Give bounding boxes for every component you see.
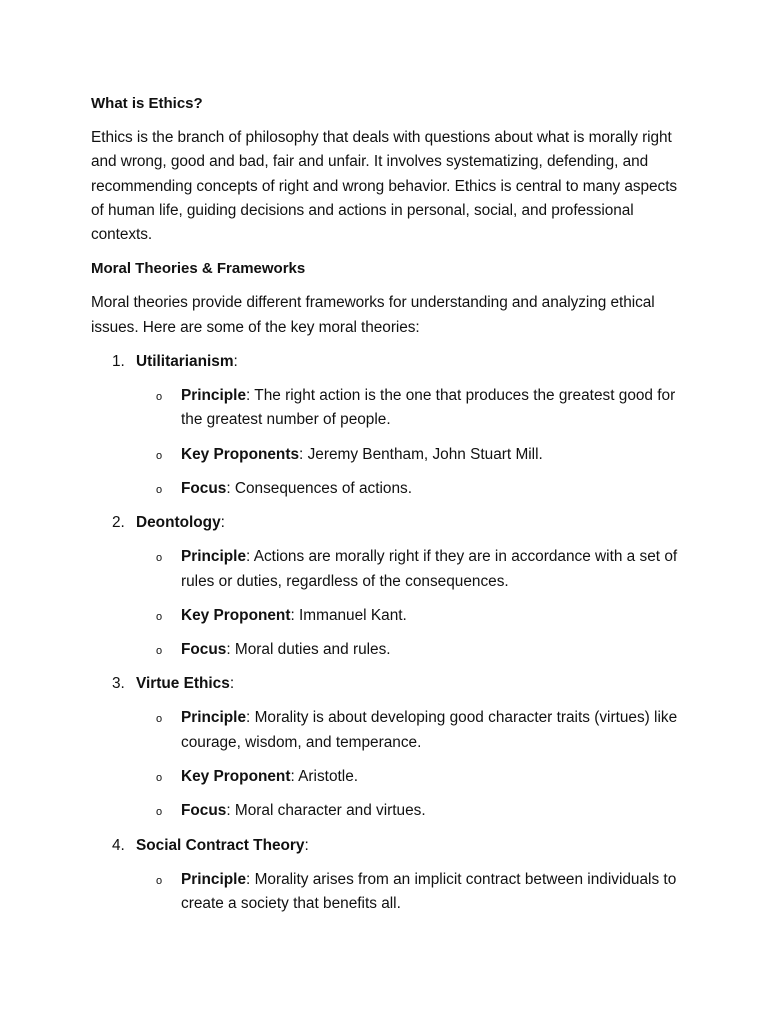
sub-item [91, 604, 678, 628]
sub-item [91, 706, 678, 755]
sub-text: : Morality is about developing good character traits (virtues) like courage, wisdom, and temperance. [181, 709, 678, 751]
theory-colon: : [229, 675, 235, 693]
sub-text: : The right action is the one that produces the greatest good for the greatest number of people. [181, 387, 676, 429]
theory-title: Social Contract Theory [136, 836, 305, 854]
theory-heading [91, 511, 678, 535]
paragraph-moral-theories-intro: Moral theories provide different frameworks for understanding and analyzing ethical issues. Here are some of the key moral theories: [91, 294, 655, 336]
theory-heading [91, 350, 678, 374]
circle-bullet-icon: o [156, 449, 163, 462]
sub-list [91, 868, 678, 917]
list-number: 1. [112, 353, 125, 371]
sub-text: : Immanuel Kant. [290, 606, 407, 624]
sub-item [91, 638, 678, 662]
circle-bullet-icon: o [156, 645, 163, 658]
sub-item [91, 765, 678, 789]
sub-label: Principle [181, 870, 247, 888]
theory-colon: : [304, 836, 309, 854]
sub-label: Focus [181, 802, 227, 820]
theory-title: Deontology [136, 514, 221, 532]
circle-bullet-icon: o [156, 483, 163, 496]
list-number: 2. [112, 514, 125, 532]
sub-label: Focus [181, 641, 227, 659]
sub-label: Principle [181, 548, 247, 566]
list-number: 3. [112, 675, 125, 693]
sub-item [91, 799, 678, 823]
sub-list [91, 545, 678, 662]
circle-bullet-icon: o [156, 610, 163, 623]
circle-bullet-icon: o [156, 713, 163, 726]
sub-list [91, 706, 678, 823]
theories-list [91, 350, 678, 916]
list-item [91, 511, 678, 662]
list-number: 4. [112, 836, 125, 854]
theory-title: Virtue Ethics [136, 675, 230, 693]
sub-item [91, 443, 678, 467]
paragraph-ethics-definition: Ethics is the branch of philosophy that deals with questions about what is morally right and wrong, good and bad, fair and unfair. It involves systematizing, defending, and recommending concepts of right and wrong behavior. Ethics is central to many aspects of human life, guiding decisions and actions in personal, social, and professional contexts. [91, 129, 678, 244]
theory-title: Utilitarianism [136, 353, 234, 371]
sub-item [91, 545, 678, 594]
sub-text: : Jeremy Bentham, John Stuart Mill. [299, 445, 543, 463]
circle-bullet-icon: o [156, 806, 163, 819]
sub-label: Key Proponent [181, 606, 291, 624]
theory-colon: : [220, 514, 225, 532]
sub-label: Principle [181, 709, 247, 727]
list-item [91, 834, 678, 917]
sub-text: : Morality arises from an implicit contract between individuals to create a society that benefits all. [181, 870, 677, 912]
circle-bullet-icon: o [156, 391, 163, 404]
circle-bullet-icon: o [156, 772, 163, 785]
sub-label: Focus [181, 479, 227, 497]
list-item [91, 350, 678, 501]
sub-text: : Aristotle. [290, 768, 359, 786]
theory-heading [91, 672, 678, 696]
sub-item [91, 384, 678, 433]
sub-label: Principle [181, 387, 247, 405]
theory-heading [91, 834, 678, 858]
sub-text: : Moral character and virtues. [226, 802, 426, 820]
sub-item [91, 477, 678, 501]
sub-text: : Actions are morally right if they are in accordance with a set of rules or duties, regardless of the consequences. [181, 548, 678, 590]
sub-label: Key Proponents [181, 445, 300, 463]
sub-text: : Consequences of actions. [226, 479, 412, 497]
heading-moral-theories: Moral Theories & Frameworks [91, 260, 306, 278]
sub-label: Key Proponent [181, 768, 291, 786]
theory-colon: : [233, 353, 238, 371]
sub-list [91, 384, 678, 501]
circle-bullet-icon: o [156, 552, 163, 565]
sub-text: : Moral duties and rules. [226, 641, 391, 659]
list-item [91, 672, 678, 823]
heading-what-is-ethics: What is Ethics? [91, 95, 203, 112]
circle-bullet-icon: o [156, 874, 163, 887]
sub-item [91, 868, 678, 917]
